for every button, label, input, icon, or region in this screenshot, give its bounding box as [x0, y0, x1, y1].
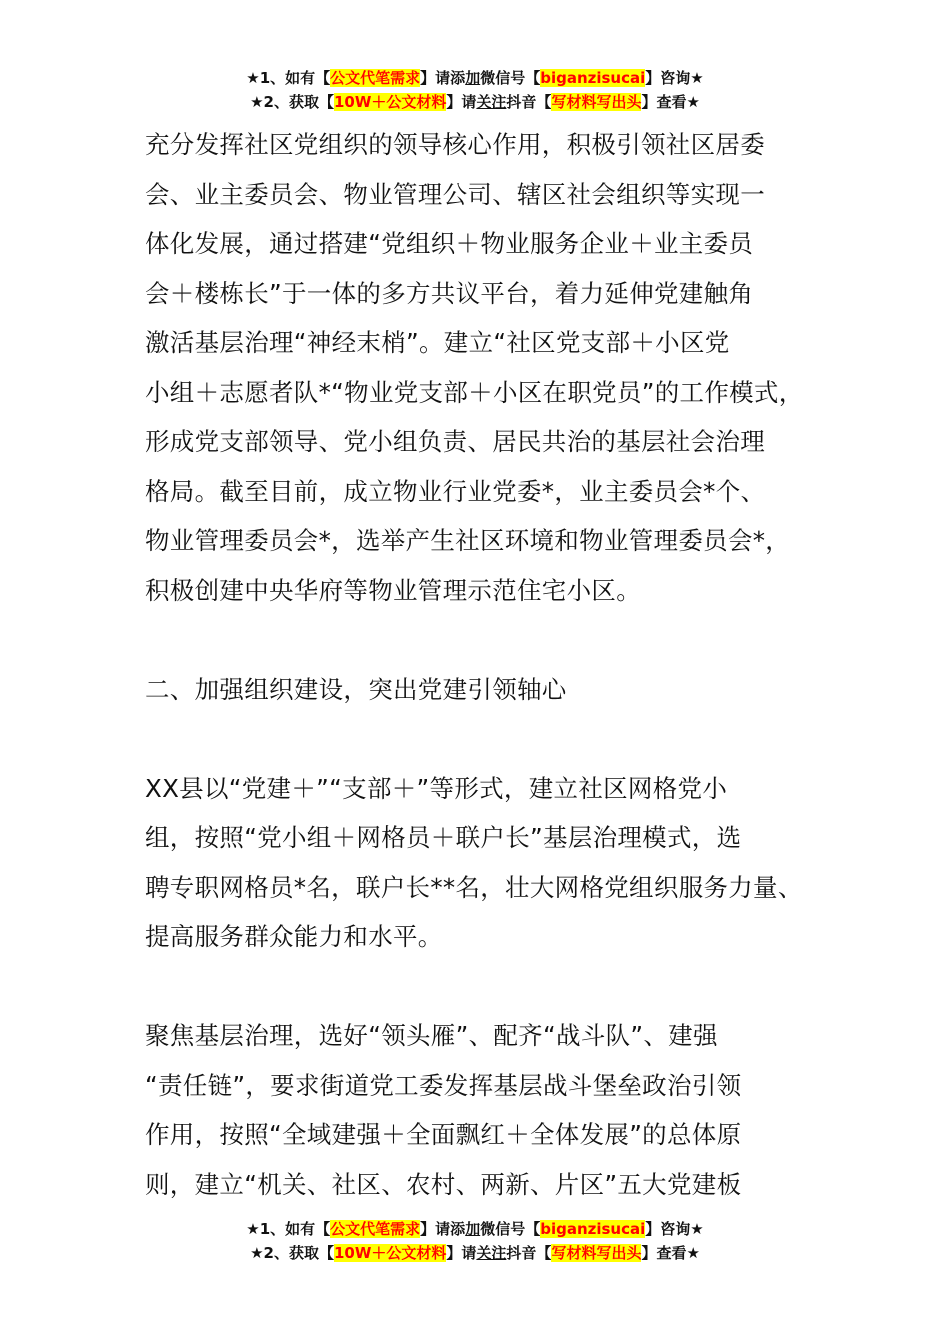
promo-text: 】查看★ [641, 1244, 700, 1262]
promo-line-2 [0, 1241, 950, 1265]
promo-text: 抖音【 [506, 1244, 552, 1262]
text-line: 小组＋志愿者队*“物业党支部＋小区在职党员”的工作模式， [145, 377, 804, 407]
text-line: 形成党支部领导、党小组负责、居民共治的基层社会治理 [145, 427, 765, 456]
promo-text: ★2、获取【 [250, 93, 334, 111]
paragraph-gap [145, 962, 835, 1012]
promo-text: 抖音【 [506, 93, 552, 111]
promo-line-1 [0, 66, 950, 90]
promo-text: 微信号【 [480, 1220, 541, 1238]
text-line: 格局。截至目前，成立物业行业党委*，业主委员会*个、 [145, 476, 766, 506]
promo-line-1 [0, 1217, 950, 1241]
paragraph-3 [145, 1011, 835, 1209]
promo-text: 】请 [446, 93, 477, 111]
promo-text: 微信号【 [480, 69, 541, 87]
paragraph-gap [145, 615, 835, 665]
promo-line-2 [0, 90, 950, 114]
promo-text: ★1、如有【 [246, 1220, 331, 1238]
promo-douyin-id: 写材料写出头 [551, 1244, 642, 1262]
promo-underline: 关注 [476, 1244, 507, 1262]
text-line: 积极创建中央华府等物业管理示范住宅小区。 [145, 575, 641, 605]
text-line: 会、业主委员会、物业管理公司、辖区社会组织等实现一 [145, 179, 765, 209]
paragraph-2 [145, 764, 835, 962]
promo-wechat-id: biganzisucai [540, 1220, 646, 1238]
promo-highlight: 10W＋公文材料 [333, 1244, 447, 1262]
text-line: 则，建立“机关、社区、农村、两新、片区”五大党建板 [145, 1169, 742, 1199]
text-line: “责任链”，要求街道党工委发挥基层战斗堡垒政治引领 [145, 1070, 742, 1100]
promo-underline: 加 [465, 69, 481, 87]
promo-highlight: 10W＋公文材料 [333, 93, 447, 111]
text-line: XX县以“党建＋”“支部＋”等形式，建立社区网格党小 [145, 773, 728, 803]
promo-wechat-id: biganzisucai [540, 69, 646, 87]
text-line: 作用，按照“全域建强＋全面飘红＋全体发展”的总体原 [145, 1120, 742, 1149]
promo-highlight: 公文代笔需求 [330, 69, 421, 87]
top-promo-banner [0, 66, 950, 114]
promo-text: 】咨询★ [645, 1220, 704, 1238]
text-line: 体化发展，通过搭建“党组织＋物业服务企业＋业主委员 [145, 229, 754, 258]
promo-underline: 加 [465, 1220, 481, 1238]
paragraph-gap [145, 714, 835, 764]
text-line: 聚焦基层治理，选好“领头雁”、配齐“战斗队”、建强 [145, 1021, 718, 1050]
promo-underline: 关注 [476, 93, 507, 111]
promo-text: 】查看★ [641, 93, 700, 111]
bottom-promo-banner [0, 1217, 950, 1265]
promo-douyin-id: 写材料写出头 [551, 93, 642, 111]
promo-text: 】请添 [420, 69, 466, 87]
text-line: 物业管理委员会*，选举产生社区环境和物业管理委员会*， [145, 526, 791, 555]
section-heading: 二、加强组织建设，突出党建引领轴心 [145, 674, 567, 704]
text-line: 激活基层治理“神经末梢”。建立“社区党支部＋小区党 [145, 328, 730, 357]
promo-highlight: 公文代笔需求 [330, 1220, 421, 1238]
document-body [145, 120, 835, 1209]
text-line: 会＋楼栋长”于一体的多方共议平台，着力延伸党建触角 [145, 278, 754, 308]
text-line: 组，按照“党小组＋网格员＋联户长”基层治理模式，选 [145, 823, 742, 852]
text-line: 充分发挥社区党组织的领导核心作用，积极引领社区居委 [145, 130, 765, 159]
promo-text: ★2、获取【 [250, 1244, 334, 1262]
promo-text: ★1、如有【 [246, 69, 331, 87]
paragraph-1 [145, 120, 835, 615]
text-line: 提高服务群众能力和水平。 [145, 922, 443, 951]
text-line: 聘专职网格员*名，联户长**名，壮大网格党组织服务力量、 [145, 872, 803, 902]
promo-text: 】请 [446, 1244, 477, 1262]
promo-text: 】请添 [420, 1220, 466, 1238]
promo-text: 】咨询★ [645, 69, 704, 87]
